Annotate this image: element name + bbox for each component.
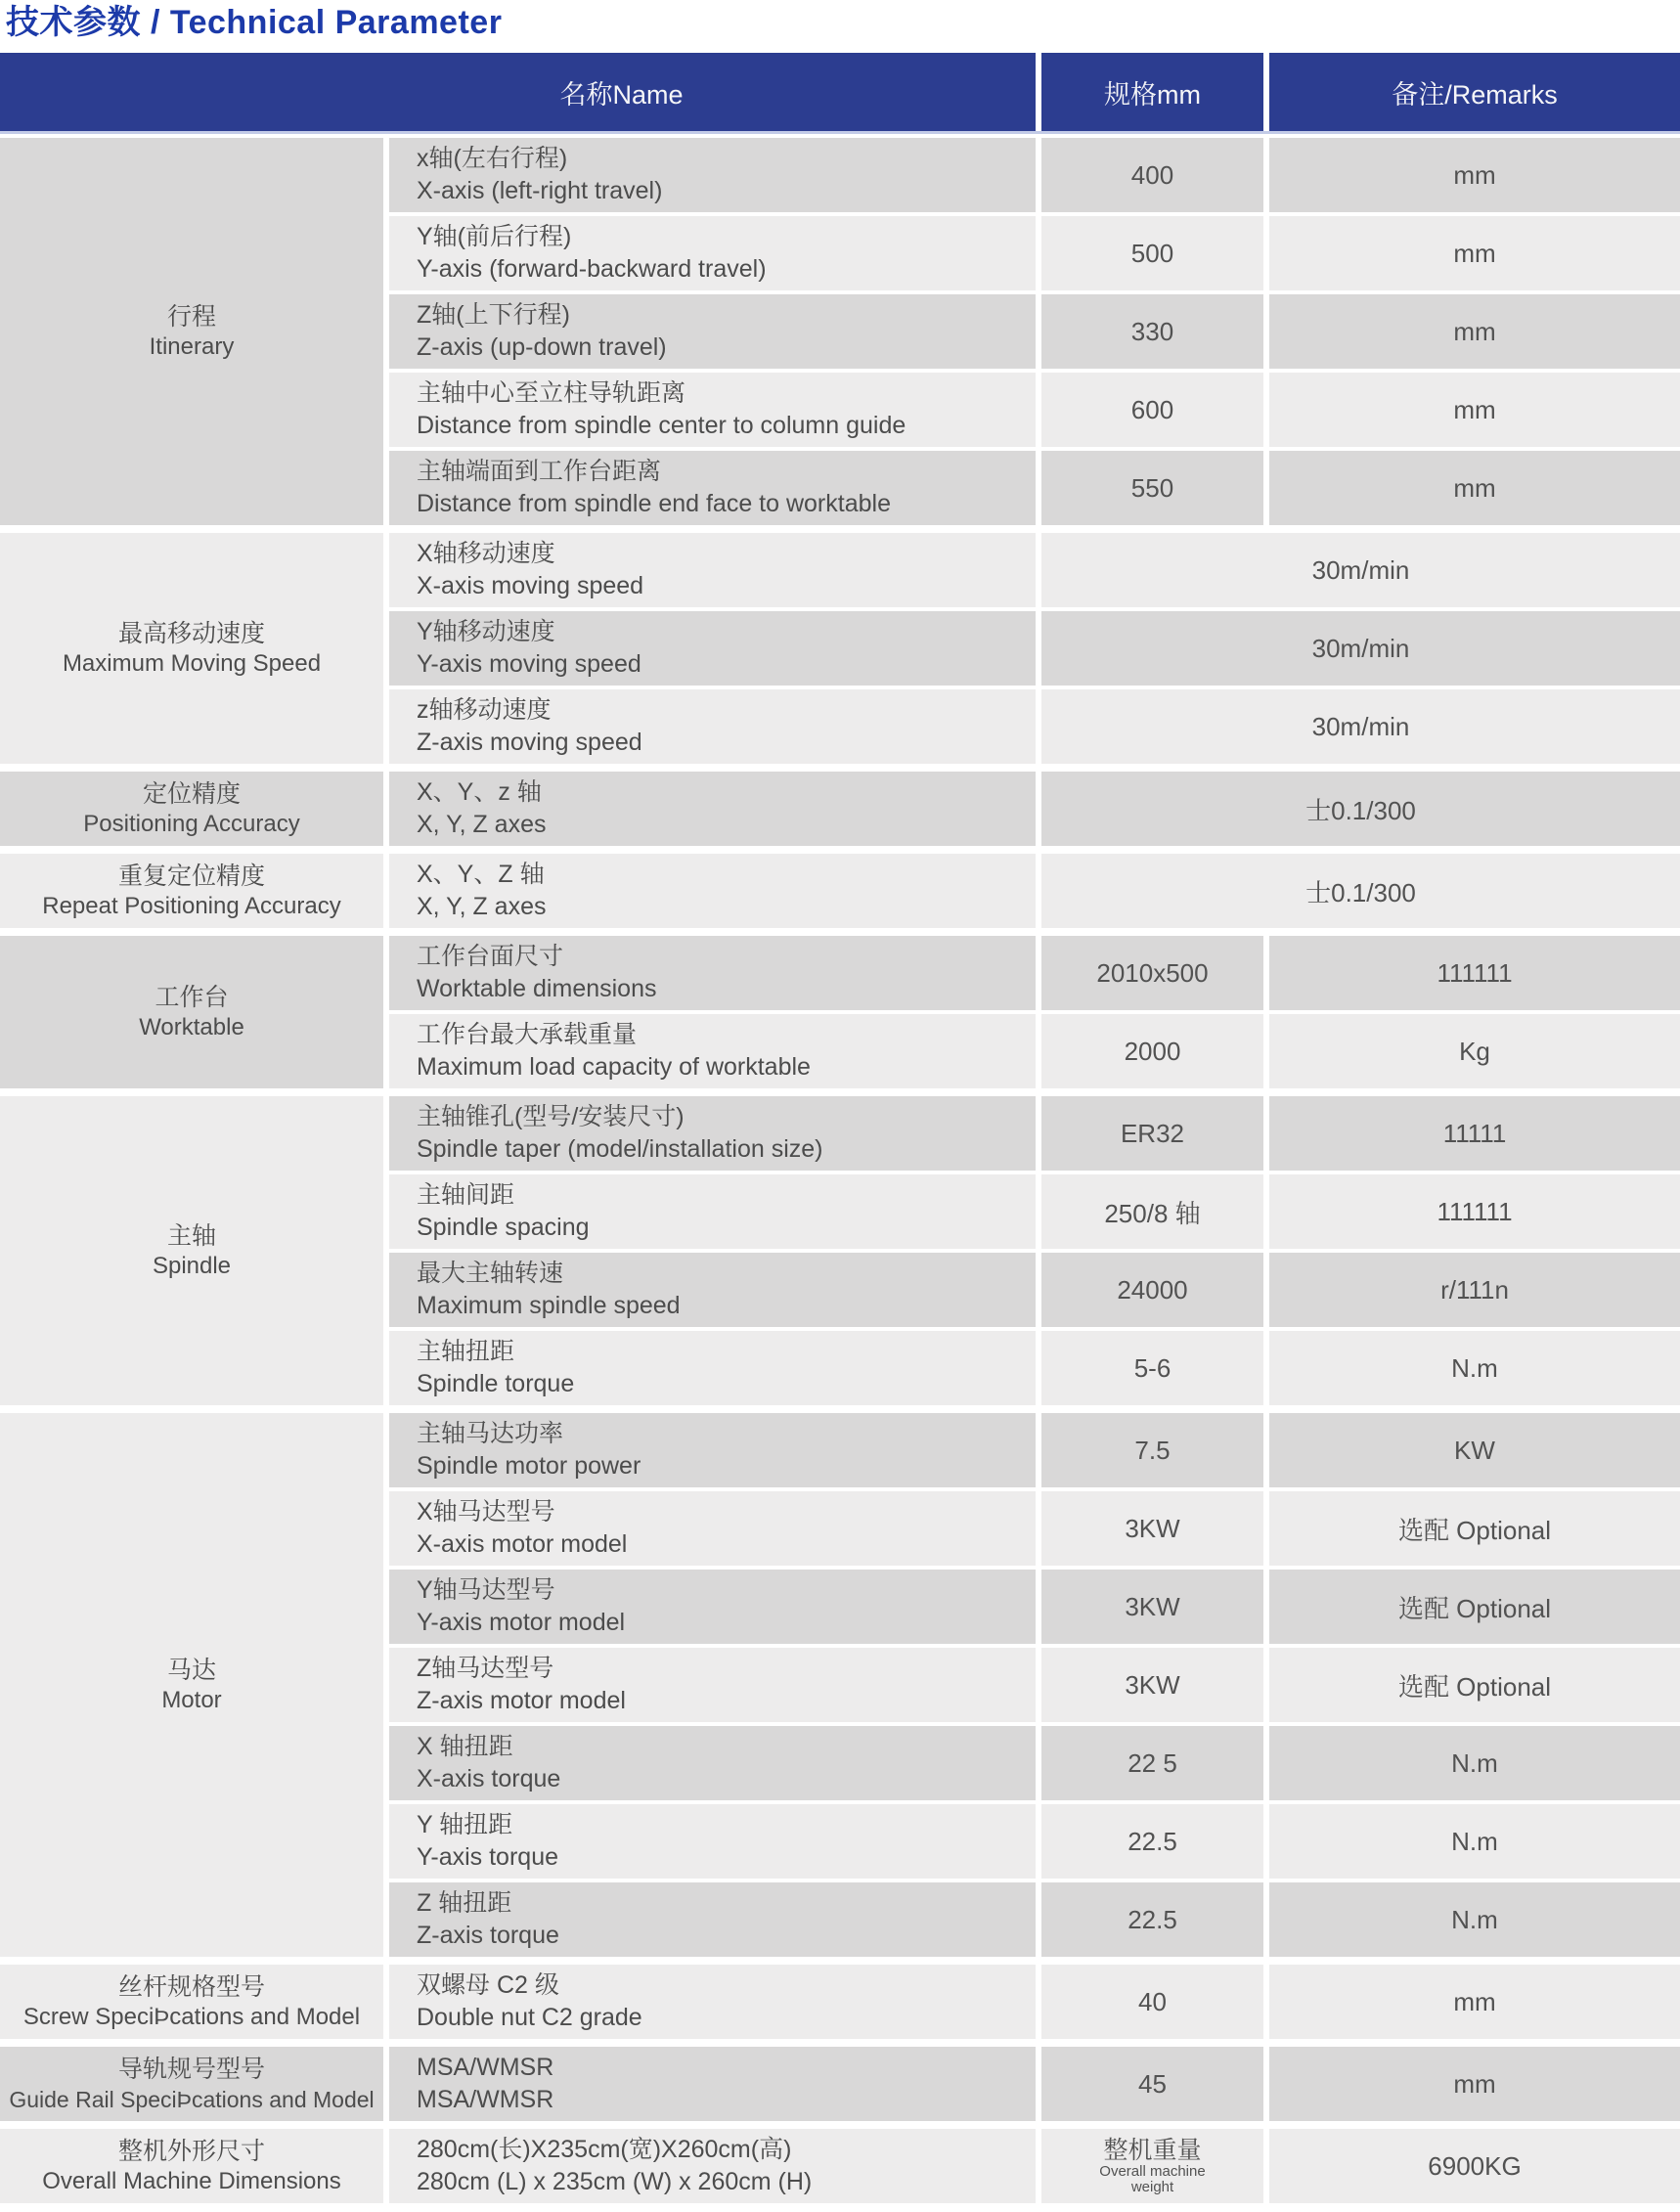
param-name-cell <box>389 936 1036 1010</box>
category-label-zh: 整机外形尺寸 <box>117 2138 265 2165</box>
remarks-cell <box>1269 1648 1680 1722</box>
spec-cell <box>1041 138 1263 212</box>
category-cell <box>0 1096 383 1405</box>
remarks-value: N.m <box>1451 1904 1498 1934</box>
remarks-value: mm <box>1453 394 1496 424</box>
table-group <box>0 854 1680 928</box>
spec-zh: 整机重量 <box>1103 2137 1202 2164</box>
remarks-cell <box>1269 451 1680 525</box>
remarks-cell <box>1269 1174 1680 1249</box>
page-title: 技术参数 / Technical Parameter <box>6 4 503 41</box>
remarks-value: mm <box>1453 1986 1496 2016</box>
param-name-en: Double nut C2 grade <box>417 2004 642 2031</box>
param-name-en: Y-axis (forward-backward travel) <box>417 255 767 283</box>
header-remarks: 备注/Remarks <box>1269 53 1680 131</box>
param-name-en: Worktable dimensions <box>417 975 657 1002</box>
remarks-cell <box>1269 1096 1680 1171</box>
table-body <box>0 138 1680 2203</box>
table-group <box>0 533 1680 764</box>
category-cell <box>0 1413 383 1957</box>
param-name-en: Spindle torque <box>417 1370 575 1397</box>
param-name-cell <box>389 1096 1036 1171</box>
spec-cell <box>1041 2047 1263 2121</box>
remarks-cell <box>1269 1570 1680 1644</box>
param-name-en: Spindle motor power <box>417 1452 641 1480</box>
param-name-en: X-axis torque <box>417 1765 561 1792</box>
spec-cell <box>1041 216 1263 290</box>
category-label-en: Overall Machine Dimensions <box>42 2168 341 2194</box>
spec-value: 250/8 轴 <box>1104 1198 1201 1228</box>
param-name-zh: 主轴扭距 <box>417 1338 515 1365</box>
remarks-cell <box>1269 936 1680 1010</box>
category-label-zh: 行程 <box>166 303 216 331</box>
spec-cell <box>1041 936 1263 1010</box>
spec-cell <box>1041 1096 1263 1171</box>
param-name-cell <box>389 1648 1036 1722</box>
param-name-zh: 工作台面尺寸 <box>417 943 564 970</box>
remarks-value: KW <box>1454 1435 1495 1465</box>
spec-value: 22.5 <box>1127 1904 1177 1934</box>
param-name-cell <box>389 1491 1036 1566</box>
param-name-cell <box>389 1804 1036 1879</box>
category-label-en: Maximum Moving Speed <box>62 650 322 677</box>
spec-value: 500 <box>1130 238 1174 268</box>
spec-cell <box>1041 1331 1263 1405</box>
spec-cell <box>1041 1648 1263 1722</box>
param-name-zh: x轴(左右行程) <box>417 145 568 172</box>
param-name-en: Maximum load capacity of worktable <box>417 1053 811 1081</box>
param-name-zh: 280cm(长)X235cm(宽)X260cm(高) <box>417 2136 792 2163</box>
param-name-en: Z-axis motor model <box>417 1687 626 1714</box>
category-label-en: Worktable <box>139 1014 244 1040</box>
param-name-cell <box>389 689 1036 764</box>
param-name-en: X, Y, Z axes <box>417 811 547 838</box>
param-name-cell <box>389 1570 1036 1644</box>
param-name-cell <box>389 533 1036 607</box>
category-label-en: Motor <box>161 1687 222 1713</box>
category-label-zh: 重复定位精度 <box>117 863 265 890</box>
spec-cell <box>1041 1014 1263 1088</box>
remarks-value: Kg <box>1459 1036 1490 1066</box>
header-name: 名称Name <box>0 53 1036 131</box>
value-cell-merged <box>1041 611 1680 686</box>
spec-value: 3KW <box>1125 1669 1180 1700</box>
param-name-en: Spindle spacing <box>417 1214 590 1241</box>
param-name-zh: 工作台最大承载重量 <box>417 1021 638 1048</box>
param-name-zh: Y轴(前后行程) <box>417 223 572 250</box>
param-name-en: Y-axis motor model <box>417 1609 626 1636</box>
remarks-cell <box>1269 216 1680 290</box>
remarks-value: mm <box>1453 238 1496 268</box>
spec-cell <box>1041 1174 1263 1249</box>
spec-value: 2000 <box>1124 1036 1181 1066</box>
param-name-en: Z-axis (up-down travel) <box>417 333 667 361</box>
param-name-en: Y-axis moving speed <box>417 650 641 678</box>
param-name-en: Maximum spindle speed <box>417 1292 681 1319</box>
remarks-value: N.m <box>1451 1826 1498 1856</box>
table-group <box>0 772 1680 846</box>
param-name-zh: X、Y、Z 轴 <box>417 861 545 888</box>
spec-value: 7.5 <box>1134 1435 1171 1465</box>
param-name-zh: X 轴扭距 <box>417 1733 513 1760</box>
spec-value: 24000 <box>1117 1274 1188 1305</box>
spec-cell <box>1041 1570 1263 1644</box>
param-name-zh: 主轴端面到工作台距离 <box>417 458 662 485</box>
param-name-en: Spindle taper (model/installation size) <box>417 1135 823 1163</box>
remarks-cell <box>1269 2047 1680 2121</box>
remarks-cell <box>1269 1726 1680 1800</box>
remarks-value: mm <box>1453 2068 1496 2099</box>
param-name-cell <box>389 1331 1036 1405</box>
table-group <box>0 1096 1680 1405</box>
remarks-value: 11111 <box>1442 1118 1507 1148</box>
remarks-cell <box>1269 1965 1680 2039</box>
param-name-en: X-axis moving speed <box>417 572 644 599</box>
category-cell <box>0 138 383 525</box>
spec-cell <box>1041 1965 1263 2039</box>
category-cell <box>0 533 383 764</box>
remarks-value: mm <box>1453 159 1496 190</box>
spec-cell <box>1041 1882 1263 1957</box>
category-label-zh: 工作台 <box>155 984 229 1011</box>
param-name-cell <box>389 1014 1036 1088</box>
spec-cell <box>1041 1726 1263 1800</box>
remarks-cell <box>1269 294 1680 369</box>
remarks-value: mm <box>1453 316 1496 346</box>
spec-value: ER32 <box>1120 1118 1185 1148</box>
header-spec: 规格mm <box>1041 53 1263 131</box>
spec-cell <box>1041 373 1263 447</box>
spec-value: 45 <box>1138 2068 1167 2099</box>
spec-value: 400 <box>1130 159 1174 190</box>
spec-cell <box>1041 2129 1263 2203</box>
spec-cell <box>1041 1413 1263 1487</box>
category-label-zh: 主轴 <box>166 1222 216 1250</box>
category-cell <box>0 772 383 846</box>
remarks-value: 选配 Optional <box>1397 1515 1552 1545</box>
table-header-row <box>0 53 1680 131</box>
spec-value: 40 <box>1138 1986 1167 2016</box>
remarks-cell <box>1269 1413 1680 1487</box>
remarks-cell <box>1269 138 1680 212</box>
param-name-en: X, Y, Z axes <box>417 893 547 920</box>
param-name-cell <box>389 1882 1036 1957</box>
param-name-cell <box>389 1413 1036 1487</box>
value-cell-merged <box>1041 533 1680 607</box>
value-cell-merged <box>1041 772 1680 846</box>
param-name-en: Y-axis torque <box>417 1843 558 1871</box>
remarks-value: 111111 <box>1437 957 1513 988</box>
param-name-cell <box>389 854 1036 928</box>
value-text: 30m/min <box>1311 554 1410 585</box>
table-group <box>0 138 1680 525</box>
remarks-value: N.m <box>1451 1352 1498 1383</box>
param-name-cell <box>389 216 1036 290</box>
param-name-en: MSA/WMSR <box>417 2086 554 2113</box>
remarks-cell <box>1269 1804 1680 1879</box>
spec-value: 330 <box>1130 316 1174 346</box>
param-name-en: Distance from spindle end face to worktable <box>417 490 891 517</box>
spec-value: 22.5 <box>1127 1826 1177 1856</box>
param-name-cell <box>389 1726 1036 1800</box>
param-name-zh: X轴移动速度 <box>417 540 555 567</box>
param-name-cell <box>389 373 1036 447</box>
spec-en: Overall machine weight <box>1099 2163 1206 2195</box>
category-label-zh: 最高移动速度 <box>117 620 265 647</box>
remarks-cell <box>1269 1882 1680 1957</box>
param-name-cell <box>389 1965 1036 2039</box>
param-name-cell <box>389 772 1036 846</box>
param-name-zh: Y轴马达型号 <box>417 1576 555 1604</box>
param-name-zh: Y 轴扭距 <box>417 1811 513 1838</box>
param-name-cell <box>389 294 1036 369</box>
value-text: 士0.1/300 <box>1305 795 1416 825</box>
table-group <box>0 936 1680 1088</box>
category-label-zh: 丝杆规格型号 <box>117 1973 265 2001</box>
remarks-value: 6900KG <box>1428 2150 1522 2181</box>
category-cell <box>0 1965 383 2039</box>
remarks-value: 111111 <box>1437 1196 1513 1226</box>
spec-value: 550 <box>1130 472 1174 503</box>
value-cell-merged <box>1041 689 1680 764</box>
table-group <box>0 1965 1680 2039</box>
param-name-en: Z-axis moving speed <box>417 729 642 756</box>
category-label-en: Positioning Accuracy <box>83 811 300 837</box>
value-text: 30m/min <box>1311 711 1410 741</box>
param-name-cell <box>389 2047 1036 2121</box>
category-label-en: Spindle <box>152 1253 232 1279</box>
param-name-zh: X轴马达型号 <box>417 1498 555 1526</box>
category-cell <box>0 936 383 1088</box>
table-group <box>0 2047 1680 2121</box>
category-label-en: Repeat Positioning Accuracy <box>42 893 341 919</box>
param-name-zh: X、Y、z 轴 <box>417 778 542 806</box>
param-name-zh: 主轴中心至立柱导轨距离 <box>417 379 686 407</box>
param-name-cell <box>389 2129 1036 2203</box>
remarks-value: r/111n <box>1440 1274 1509 1305</box>
param-name-zh: 双螺母 C2 级 <box>417 1971 559 1999</box>
category-cell <box>0 2047 383 2121</box>
param-name-zh: 主轴间距 <box>417 1181 515 1209</box>
spec-cell <box>1041 1253 1263 1327</box>
table-group <box>0 2129 1680 2203</box>
param-name-en: X-axis motor model <box>417 1530 628 1558</box>
spec-cell <box>1041 1491 1263 1566</box>
category-cell <box>0 2129 383 2203</box>
remarks-value: 选配 Optional <box>1397 1671 1552 1702</box>
remarks-cell <box>1269 1014 1680 1088</box>
param-name-cell <box>389 1174 1036 1249</box>
remarks-cell <box>1269 2129 1680 2203</box>
param-name-en: Distance from spindle center to column guide <box>417 412 906 439</box>
remarks-cell <box>1269 1253 1680 1327</box>
param-name-en: 280cm (L) x 235cm (W) x 260cm (H) <box>417 2168 813 2195</box>
param-name-cell <box>389 138 1036 212</box>
spec-cell <box>1041 294 1263 369</box>
spec-value: 5-6 <box>1133 1352 1172 1383</box>
spec-value: 22 5 <box>1127 1747 1177 1778</box>
param-name-zh: MSA/WMSR <box>417 2054 554 2081</box>
param-name-zh: z轴移动速度 <box>417 696 552 724</box>
param-name-cell <box>389 1253 1036 1327</box>
spec-value: 600 <box>1130 394 1174 424</box>
category-label-zh: 定位精度 <box>142 780 241 808</box>
category-label-zh: 导轨规号型号 <box>117 2056 265 2083</box>
spec-cell <box>1041 1804 1263 1879</box>
param-name-en: X-axis (left-right travel) <box>417 177 663 204</box>
param-name-cell <box>389 451 1036 525</box>
value-cell-merged <box>1041 854 1680 928</box>
param-name-zh: 最大主轴转速 <box>417 1260 564 1287</box>
spec-value: 2010x500 <box>1096 957 1209 988</box>
param-name-zh: Y轴移动速度 <box>417 618 555 645</box>
remarks-value: 选配 Optional <box>1397 1593 1552 1623</box>
spec-value: 3KW <box>1125 1513 1180 1543</box>
remarks-cell <box>1269 373 1680 447</box>
remarks-cell <box>1269 1491 1680 1566</box>
spec-cell <box>1041 451 1263 525</box>
header-underline <box>0 131 1680 134</box>
remarks-cell <box>1269 1331 1680 1405</box>
param-name-zh: Z轴马达型号 <box>417 1655 554 1682</box>
category-label-en: Screw SpeciÞcations and Model <box>22 2004 361 2030</box>
param-name-en: Z-axis torque <box>417 1922 559 1949</box>
value-text: 30m/min <box>1311 633 1410 663</box>
category-label-en: Itinerary <box>149 333 235 360</box>
table-group <box>0 1413 1680 1957</box>
spec-value: 3KW <box>1125 1591 1180 1621</box>
remarks-value: mm <box>1453 472 1496 503</box>
param-name-zh: 主轴马达功率 <box>417 1420 564 1447</box>
remarks-value: N.m <box>1451 1747 1498 1778</box>
param-name-zh: 主轴锥孔(型号/安装尺寸) <box>417 1103 685 1130</box>
category-label-zh: 马达 <box>166 1657 216 1684</box>
category-cell <box>0 854 383 928</box>
param-name-cell <box>389 611 1036 686</box>
category-label-en: Guide Rail SpeciÞcations and Model <box>9 2087 375 2112</box>
param-name-zh: Z轴(上下行程) <box>417 301 570 329</box>
value-text: 士0.1/300 <box>1305 877 1416 907</box>
param-name-zh: Z 轴扭距 <box>417 1889 512 1917</box>
